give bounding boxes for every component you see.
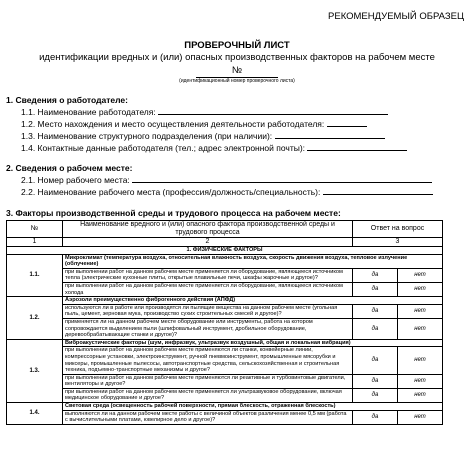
row-number: 1.3.: [7, 339, 63, 402]
column-number-row: [7, 238, 443, 247]
answer-yes[interactable]: да: [353, 268, 398, 282]
field-structural-unit[interactable]: [21, 131, 385, 141]
question-text: при выполнении работ на данном рабочем месте применяется ли оборудование, являющееся источником холода: [63, 282, 353, 296]
header-answer: Ответ на вопрос: [353, 221, 443, 238]
question-text: выполняются ли на данном рабочем месте работы с величиной объектов различения менее 0,5 мм (работа с вычислительными платами, ювелирное дело и другое)?: [63, 410, 353, 424]
field-underline[interactable]: [307, 150, 407, 151]
answer-no[interactable]: нет: [398, 282, 443, 296]
answer-yes[interactable]: да: [353, 282, 398, 296]
factor-title: Микроклимат (температура воздуха, относительная влажность воздуха, скорость движения воздуха, тепловое излучение (облучение): [63, 254, 443, 268]
field-label: 1.4. Контактные данные работодателя (тел.; адрес электронной почты):: [21, 143, 306, 153]
table-row: [7, 318, 443, 339]
col-number: 3: [353, 238, 443, 247]
answer-no[interactable]: нет: [398, 388, 443, 402]
table-row: [7, 339, 443, 347]
header-num: №: [7, 221, 63, 238]
table-row: [7, 282, 443, 296]
field-workplace-number[interactable]: [21, 175, 432, 185]
question-text: при выполнении работ на данном рабочем месте применяются ли станки, конвейерные линии, компрессорные установки, электроинструмент, ручной пневмоинструмент, промышленные мясорубки и миксеры, промышленные пылесосы, автотранспортные средства, сельскохозяйственная и строительная техника, подъемно-транспортные механизмы и другое?: [63, 347, 353, 374]
answer-yes[interactable]: да: [353, 388, 398, 402]
answer-no[interactable]: нет: [398, 374, 443, 388]
field-underline[interactable]: [132, 182, 432, 183]
table-row: [7, 297, 443, 305]
field-workplace-name[interactable]: [21, 187, 433, 197]
table-header-row: [7, 221, 443, 238]
table-row: [7, 254, 443, 268]
question-text: применяется ли на данном рабочем месте оборудование или инструменты, работа на котором сопровождается выделением пыли (шлифовальный инструмент, дробильное оборудование, деревообрабатывающие станки и другое)?: [63, 318, 353, 339]
question-text: при выполнении работ на данном рабочем месте применяются ли реактивные и турбовинтовые двигатели, вентиляторы и другое?: [63, 374, 353, 388]
answer-yes[interactable]: да: [353, 347, 398, 374]
field-employer-location[interactable]: [21, 119, 367, 129]
number-caption: (идентификационный номер проверочного листа): [179, 78, 295, 84]
field-label: 2.2. Наименование рабочего места (профессия/должность/специальность):: [21, 187, 321, 197]
section-employer-title: 1. Сведения о работодателе:: [6, 95, 128, 105]
factor-title: Световая среда (освещенность рабочей поверхности, прямая блескость, отраженная блескость): [63, 403, 443, 411]
factor-title: Аэрозоли преимущественно фиброгенного действия (АПФД): [63, 297, 443, 305]
table-row: [7, 268, 443, 282]
recommended-sample-label: РЕКОМЕНДУЕМЫЙ ОБРАЗЕЦ: [328, 11, 464, 22]
answer-yes[interactable]: да: [353, 410, 398, 424]
factors-table: [6, 220, 443, 425]
section-factors-title: 3. Факторы производственной среды и трудового процесса на рабочем месте:: [6, 208, 341, 218]
field-employer-name[interactable]: [21, 107, 388, 117]
answer-yes[interactable]: да: [353, 318, 398, 339]
document-title: ПРОВЕРОЧНЫЙ ЛИСТ: [184, 40, 290, 51]
field-label: 2.1. Номер рабочего места:: [21, 175, 130, 185]
table-row: [7, 388, 443, 402]
table-row: [7, 374, 443, 388]
field-underline[interactable]: [327, 126, 367, 127]
field-underline[interactable]: [323, 194, 433, 195]
answer-no[interactable]: нет: [398, 268, 443, 282]
field-underline[interactable]: [158, 114, 388, 115]
field-label: 1.1. Наименование работодателя:: [21, 107, 156, 117]
answer-no[interactable]: нет: [398, 304, 443, 318]
answer-no[interactable]: нет: [398, 318, 443, 339]
number-sign: №: [231, 65, 243, 76]
col-number: 1: [7, 238, 63, 247]
question-text: используются ли в работе или производятся ли пылящие вещества на данном рабочем месте (угольная пыль, цемент, зерновая мука, производство сухих строительных смесей и другое)?: [63, 304, 353, 318]
group-row: [7, 247, 443, 255]
row-number: 1.2.: [7, 297, 63, 340]
col-number: 2: [63, 238, 353, 247]
field-label: 1.3. Наименование структурного подразделения (при наличии):: [21, 131, 273, 141]
field-employer-contacts[interactable]: [21, 143, 407, 153]
factor-title: Виброакустические факторы (шум, инфразвук, ультразвук воздушный, общая и локальная вибрация): [63, 339, 443, 347]
answer-no[interactable]: нет: [398, 410, 443, 424]
section-workplace-title: 2. Сведения о рабочем месте:: [6, 163, 133, 173]
document-subtitle: идентификации вредных и (или) опасных производственных факторов на рабочем месте: [39, 52, 435, 63]
table-row: [7, 304, 443, 318]
answer-yes[interactable]: да: [353, 304, 398, 318]
question-text: при выполнении работ на данном рабочем месте применяется ли оборудование, являющееся источником тепла (электрические кухонные плиты, открытые плавильные печи, шкафы жарочные и другое)?: [63, 268, 353, 282]
row-number: 1.1.: [7, 254, 63, 297]
table-row: [7, 410, 443, 424]
table-row: [7, 347, 443, 374]
answer-no[interactable]: нет: [398, 347, 443, 374]
group-physical-factors: 1. ФИЗИЧЕСКИЕ ФАКТОРЫ: [7, 247, 443, 255]
question-text: при выполнении работ на данном рабочем месте применяется ли ультразвуковое оборудование, включая медицинское оборудование и другое?: [63, 388, 353, 402]
field-label: 1.2. Место нахождения и место осуществления деятельности работодателя:: [21, 119, 325, 129]
row-number: 1.4.: [7, 403, 63, 425]
field-underline[interactable]: [275, 138, 385, 139]
answer-yes[interactable]: да: [353, 374, 398, 388]
table-row: [7, 403, 443, 411]
header-name: Наименование вредного и (или) опасного фактора производственной среды и трудового процесса: [63, 221, 353, 238]
